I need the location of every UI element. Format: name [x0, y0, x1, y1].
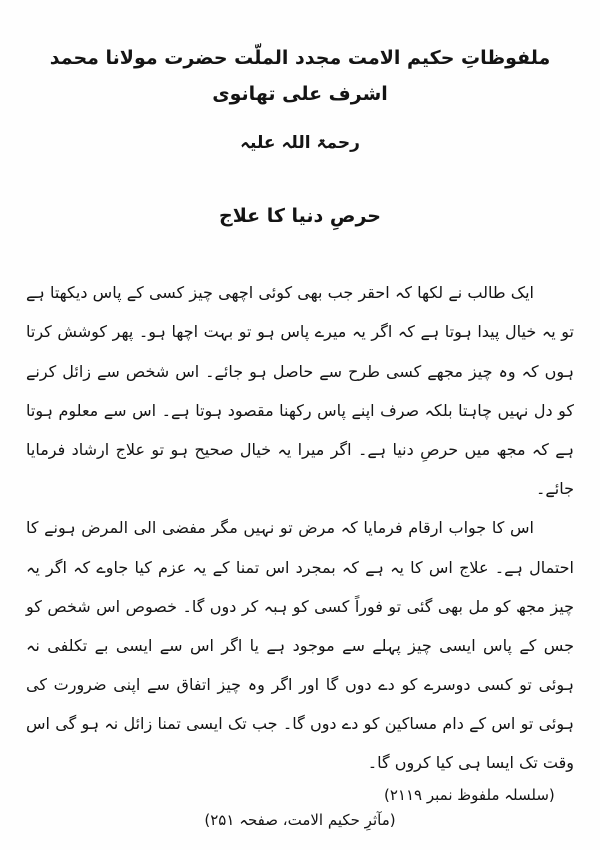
- question-paragraph: ایک طالب نے لکھا کہ احقر جب بھی کوئی اچھی چیز کسی کے پاس دیکھتا ہے تو یہ خیال پیدا ہوتا ہے کہ اگر یہ میرے پاس ہو تو بہت اچھا ہو۔ پھر کوشش کرتا ہوں کہ وہ چیز مجھے کسی طرح سے حاصل ہو جائے۔ اس شخص سے زائل کرنے کو دل نہیں چاہتا بلکہ صرف اپنے پاس رکھنا مقصود ہوتا ہے۔ اس سے معلوم ہوتا ہے کہ مجھ میں حرصِ دنیا ہے۔ اگر میرا یہ خیال صحیح ہو تو علاج ارشاد فرمایا جائے۔: [26, 283, 574, 499]
- document-title: ملفوظاتِ حکیم الامت مجدد الملّت حضرت مولانا محمد اشرف علی تھانوی: [49, 47, 551, 106]
- document-header: [24, 40, 576, 153]
- answer-paragraph: اس کا جواب ارقام فرمایا کہ مرض تو نہیں مگر مفضی الی المرض ہونے کا احتمال ہے۔ علاج اس کا یہ ہے کہ بمجرد اس تمنا کے یہ عزم کیا جاوے کہ اگر یہ چیز مجھ کو مل بھی گئی تو فوراً کسی کو ہبہ کر دوں گا۔ خصوص اس شخص کو جس کے پاس ایسی چیز پہلے سے موجود ہے یا اگر اس سے ایسی بے تکلفی نہ ہوئی تو کسی دوسرے کو دے دوں گا اور اگر وہ چیز اتفاق سے اپنی ضرورت کی ہوئی تو اس کے دام مساکین کو دے دوں گا۔ جب تک ایسی تمنا زائل نہ ہو گی اس وقت تک ایسا ہی کیا کروں گا۔: [26, 518, 574, 773]
- series-number: (سلسلہ ملفوظ نمبر ۲۱۱۹): [384, 786, 555, 804]
- document-body: [24, 273, 576, 782]
- citation-reference: (مآثرِ حکیم الامت، صفحہ ۲۵۱): [204, 810, 396, 829]
- honorific-subtitle: رحمۃ اللہ علیہ: [240, 133, 360, 154]
- section-heading: حرصِ دنیا کا علاج: [219, 205, 381, 228]
